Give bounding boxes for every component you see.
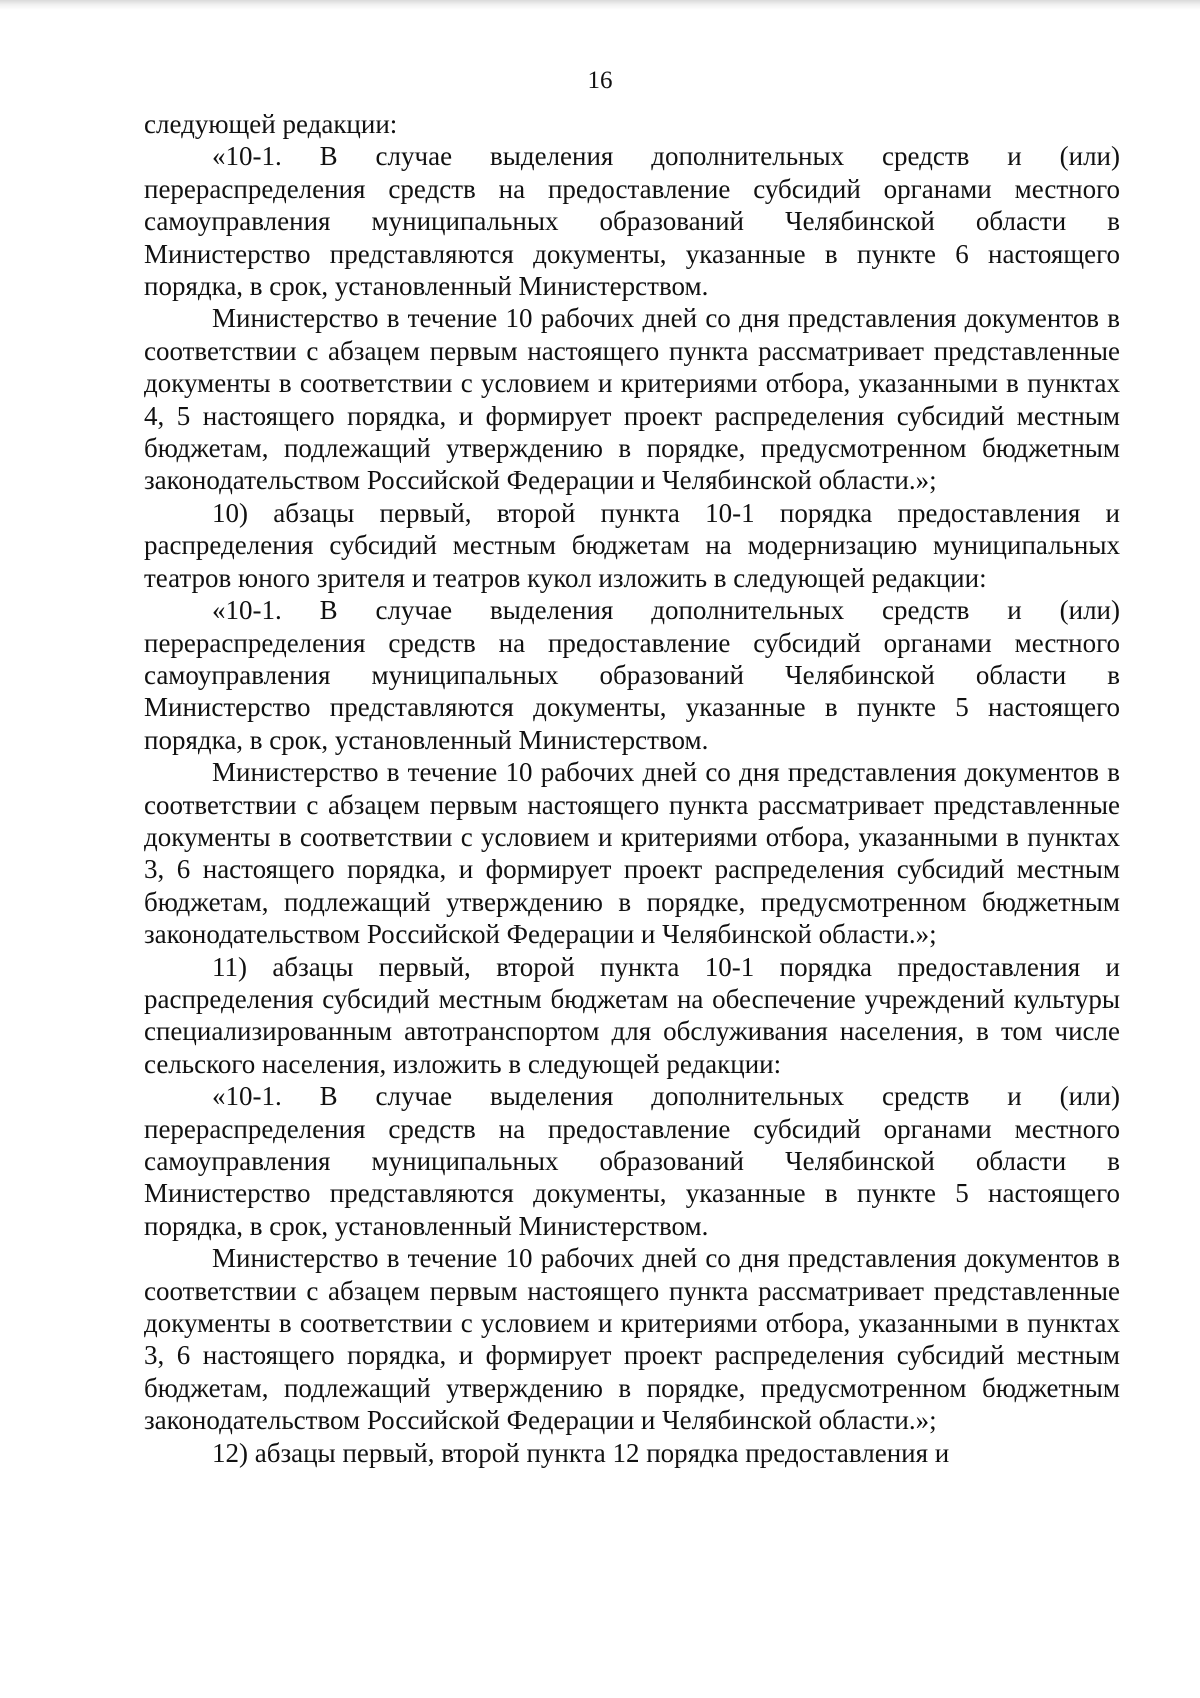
- page-number: 16: [587, 67, 613, 94]
- paragraph-item-12: 12) абзацы первый, второй пункта 12 порядка предоставления и: [212, 1437, 950, 1468]
- paragraph-ministry-review-c: Министерство в течение 10 рабочих дней со дня представления документов в соответствии с абзацем первым настоящего пункта рассматривает представленные документы в соответствии с условием и критериями отбора, указанными в пунктах 3, 6 настоящего порядка, и формирует проект распределения субсидий местным бюджетам, подлежащий утверждению в порядке, предусмотренном бюджетным законодательством Российской Федерации и Челябинской области.»;: [144, 1243, 1120, 1436]
- document-body: [144, 108, 1120, 1469]
- paragraph-continuation: следующей редакции:: [144, 109, 398, 139]
- paragraph-ministry-review-a: Министерство в течение 10 рабочих дней со дня представления документов в соответствии с абзацем первым настоящего пункта рассматривает представленные документы в соответствии с условием и критериями отбора, указанными в пунктах 4, 5 настоящего порядка, и формирует проект распределения субсидий местным бюджетам, подлежащий утверждению в порядке, предусмотренном бюджетным законодательством Российской Федерации и Челябинской области.»;: [144, 303, 1120, 496]
- scan-edge: [0, 0, 1200, 10]
- paragraph-quote-10-1-a: «10-1. В случае выделения дополнительных средств и (или) перераспределения средств на предоставление субсидий органами местного самоуправления муниципальных образований Челябинской области в Министерство представляются документы, указанные в пункте 6 настоящего порядка, в срок, установленный Министерством.: [144, 141, 1120, 302]
- paragraph-quote-10-1-b: «10-1. В случае выделения дополнительных средств и (или) перераспределения средств на предоставление субсидий органами местного самоуправления муниципальных образований Челябинской области в Министерство представляются документы, указанные в пункте 5 настоящего порядка, в срок, установленный Министерством.: [144, 595, 1120, 755]
- paragraph-ministry-review-b: Министерство в течение 10 рабочих дней со дня представления документов в соответствии с абзацем первым настоящего пункта рассматривает представленные документы в соответствии с условием и критериями отбора, указанными в пунктах 3, 6 настоящего порядка, и формирует проект распределения субсидий местным бюджетам, подлежащий утверждению в порядке, предусмотренном бюджетным законодательством Российской Федерации и Челябинской области.»;: [144, 757, 1120, 950]
- paragraph-item-10: 10) абзацы первый, второй пункта 10-1 порядка предоставления и распределения субсидий местным бюджетам на модернизацию муниципальных театров юного зрителя и театров кукол изложить в следующей редакции:: [144, 497, 1120, 593]
- paragraph-quote-10-1-c: «10-1. В случае выделения дополнительных средств и (или) перераспределения средств на предоставление субсидий органами местного самоуправления муниципальных образований Челябинской области в Министерство представляются документы, указанные в пункте 5 настоящего порядка, в срок, установленный Министерством.: [144, 1081, 1120, 1241]
- paragraph-item-11: 11) абзацы первый, второй пункта 10-1 порядка предоставления и распределения субсидий местным бюджетам на обеспечение учреждений культуры специализированным автотранспортом для обслуживания населения, в том числе сельского населения, изложить в следующей редакции:: [144, 951, 1120, 1079]
